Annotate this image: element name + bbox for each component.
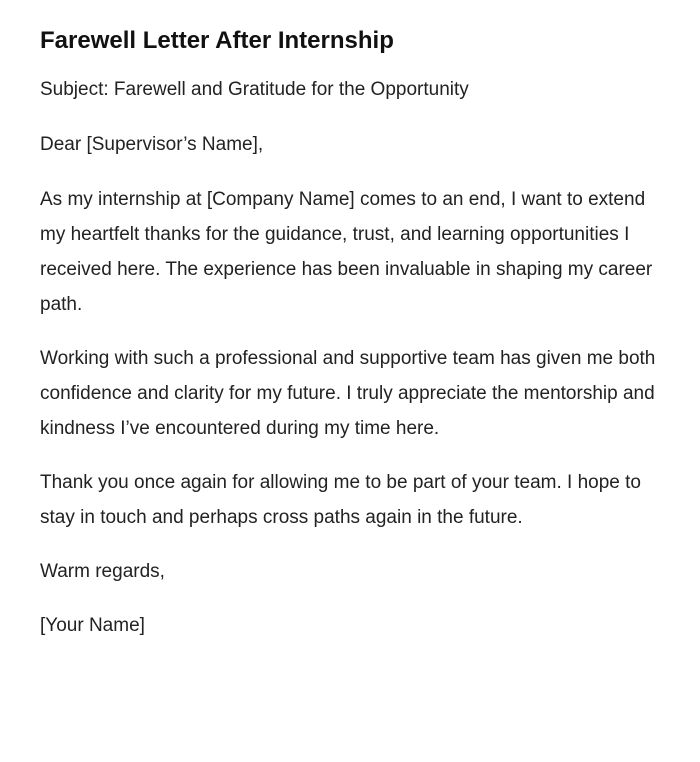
letter-salutation: Dear [Supervisor’s Name],: [40, 134, 264, 155]
letter-closing: Warm regards,: [40, 561, 165, 582]
letter-subject: Subject: Farewell and Gratitude for the Opportunity: [40, 79, 469, 100]
letter-title: Farewell Letter After Internship: [40, 27, 394, 54]
letter-signature: [Your Name]: [40, 615, 145, 636]
body-paragraph-2: Working with such a professional and supportive team has given me both confidence and clarity for my future. I truly appreciate the mentorship and kindness I’ve encountered during my time here.: [40, 348, 656, 439]
body-paragraph-1: As my internship at [Company Name] comes to an end, I want to extend my heartfelt thanks for the guidance, trust, and learning opportunities I received here. The experience has been invaluable in shaping my career path.: [40, 189, 653, 315]
body-paragraph-3: Thank you once again for allowing me to be part of your team. I hope to stay in touch and perhaps cross paths again in the future.: [40, 472, 641, 528]
